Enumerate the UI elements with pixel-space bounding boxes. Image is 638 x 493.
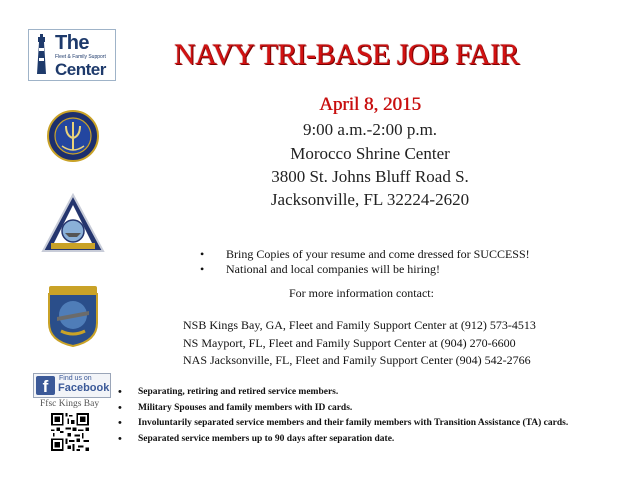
facebook-icon: f	[36, 376, 55, 395]
eligibility-list	[112, 385, 568, 447]
contact-jacksonville: NAS Jacksonville, FL, Fleet and Family Support Center (904) 542-2766	[183, 353, 531, 367]
list-item: • Separated service members up to 90 days after separation date.	[112, 432, 568, 448]
event-time: 9:00 a.m.-2:00 p.m.	[302, 120, 438, 139]
more-info-heading: For more information contact:	[289, 286, 434, 300]
event-date: April 8, 2015	[319, 94, 421, 115]
list-item: • Involuntarily separated service members and their family members with Transition Assistance (TA) cards.	[112, 416, 568, 432]
list-item: • Military Spouses and family members with ID cards.	[112, 401, 568, 417]
facebook-find-label: Find us on	[59, 375, 92, 382]
list-item: • Separating, retiring and retired service members.	[112, 385, 568, 401]
tips-list	[196, 247, 530, 277]
facebook-badge[interactable]	[33, 373, 111, 398]
qr-code[interactable]	[51, 413, 89, 451]
event-city: Jacksonville, FL 32224-2620	[270, 190, 470, 209]
contact-mayport: NS Mayport, FL, Fleet and Family Support Center at (904) 270-6600	[183, 335, 516, 350]
list-item: • Bring Copies of your resume and come dressed for SUCCESS!	[196, 247, 530, 262]
logo-line-1: The	[55, 32, 90, 54]
list-item: • National and local companies will be hiring!	[196, 262, 530, 277]
facebook-brand-label: Facebook	[58, 382, 110, 394]
event-street: 3800 St. Johns Bluff Road S.	[271, 167, 469, 186]
lighthouse-icon	[35, 34, 48, 76]
contact-list	[183, 317, 536, 370]
contact-kings-bay: NSB Kings Bay, GA, Fleet and Family Support Center at (912) 573-4513	[183, 318, 536, 332]
mayport-seal	[41, 193, 105, 255]
event-venue: Morocco Shrine Center	[290, 144, 450, 163]
page-title: NAVY TRI-BASE JOB FAIR	[174, 38, 519, 71]
logo-line-3: Center	[55, 60, 106, 79]
ffsc-logo	[28, 29, 116, 81]
jacksonville-seal	[43, 285, 103, 347]
ffsc-kings-bay-label: Ffsc Kings Bay	[40, 399, 100, 409]
kings-bay-seal	[47, 108, 99, 164]
logo-line-2: Fleet & Family Support	[55, 54, 106, 60]
